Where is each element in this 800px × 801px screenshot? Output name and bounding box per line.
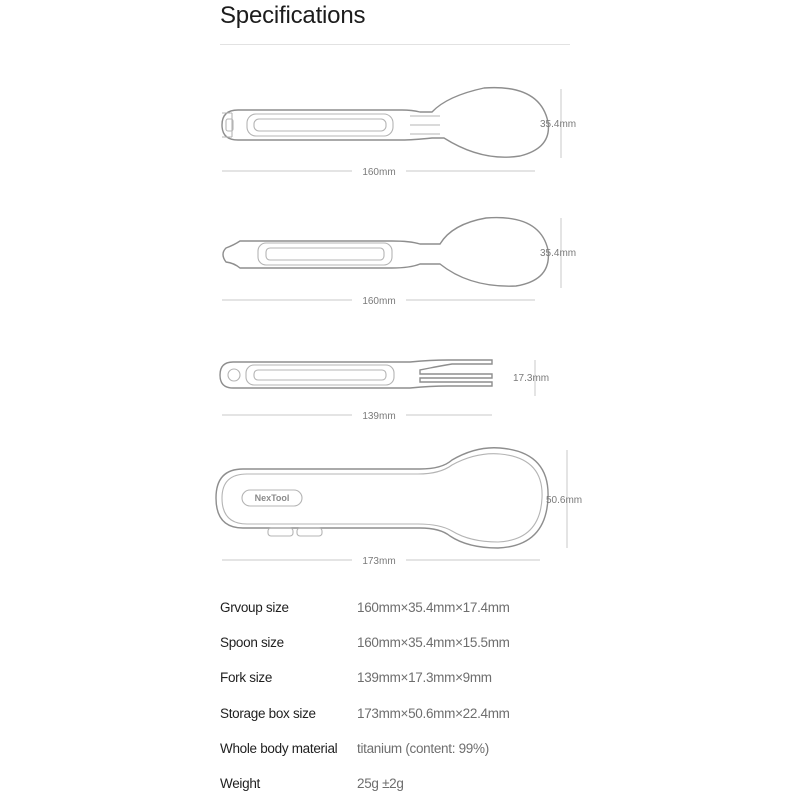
spoon-width-label: 160mm — [362, 296, 396, 307]
spec-row-storage-box-size — [220, 696, 620, 731]
spec-label: Fork size — [220, 670, 273, 686]
spec-value: 160mm×35.4mm×17.4mm — [357, 600, 510, 616]
storage-box-width-label: 173mm — [362, 556, 396, 567]
spec-row-weight — [220, 766, 620, 801]
storage-box-height-label: 50.6mm — [546, 495, 583, 506]
spec-row-spoon-size — [220, 625, 620, 660]
spec-value: titanium (content: 99%) — [357, 740, 489, 756]
spoon-drawing — [222, 218, 576, 307]
spec-value: 25g ±2g — [357, 776, 404, 792]
page-title: Specifications — [220, 2, 366, 29]
storage-box-drawing — [216, 448, 582, 567]
spec-value: 139mm×17.3mm×9mm — [357, 670, 492, 686]
fork-width-label: 139mm — [362, 411, 396, 422]
spec-label: Whole body material — [220, 740, 338, 756]
spoon-height-label: 35.4mm — [540, 248, 577, 259]
spork-height-label: 35.4mm — [540, 119, 577, 130]
fork-height-label: 17.3mm — [513, 373, 550, 384]
spec-row-group-size — [220, 590, 620, 625]
brand-logo-text: NexTool — [254, 493, 290, 503]
spork-drawing — [222, 88, 576, 178]
spec-row-fork-size — [220, 660, 620, 695]
spec-label: Storage box size — [220, 705, 316, 721]
specifications-table — [220, 590, 620, 801]
fork-drawing — [220, 360, 549, 422]
spec-value: 160mm×35.4mm×15.5mm — [357, 635, 510, 651]
spork-width-label: 160mm — [362, 167, 396, 178]
spec-label: Grvoup size — [220, 600, 289, 616]
spec-label: Weight — [220, 776, 260, 792]
spec-value: 173mm×50.6mm×22.4mm — [357, 705, 510, 721]
spec-label: Spoon size — [220, 635, 284, 651]
spec-row-material — [220, 731, 620, 766]
